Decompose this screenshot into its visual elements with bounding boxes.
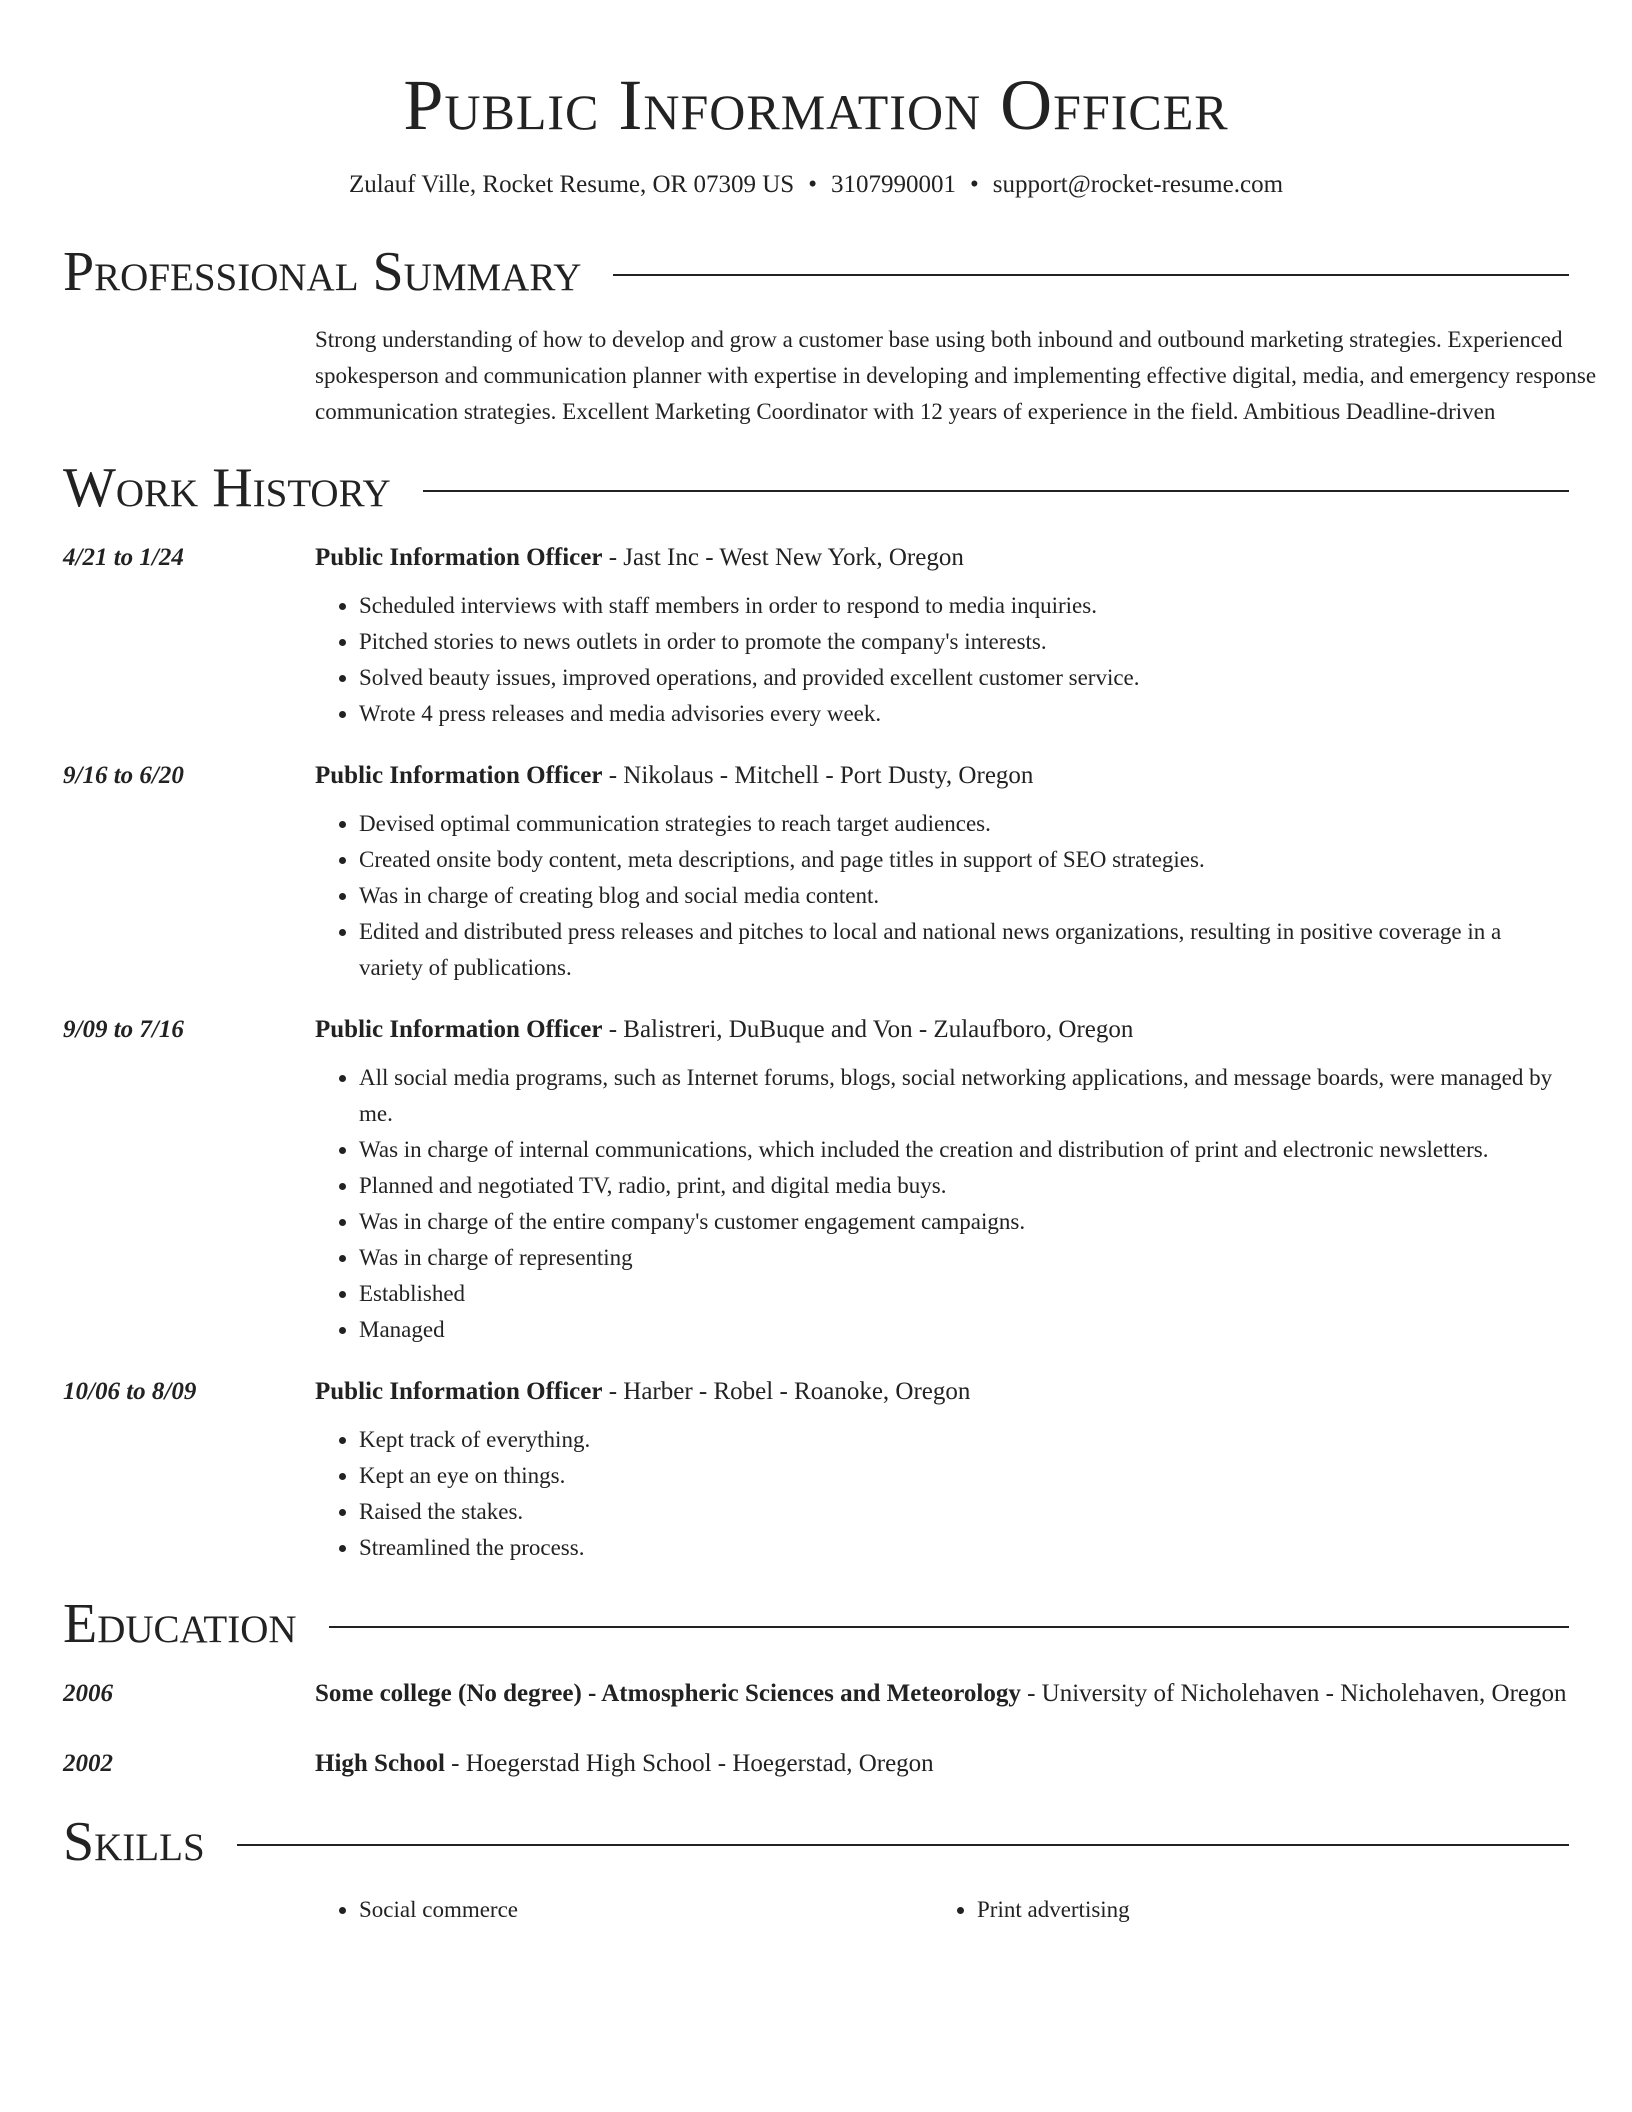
job-dates: 9/16 to 6/20	[63, 762, 184, 789]
education-degree: High School	[315, 1750, 445, 1777]
skill-item: • Social commerce	[359, 1892, 933, 1928]
education-entry	[63, 1744, 1569, 1784]
education-year: 2006	[63, 1680, 113, 1707]
section-education	[63, 1592, 1569, 1656]
list-item: • Solved beauty issues, improved operations, and provided excellent customer service.	[359, 660, 1569, 696]
section-rule	[423, 490, 1569, 492]
separator: •	[808, 171, 817, 198]
list-item: • Established	[359, 1276, 1569, 1312]
skill-item: • Print advertising	[977, 1892, 1551, 1928]
list-item: • Streamlined the process.	[359, 1530, 1569, 1566]
education-year: 2002	[63, 1750, 113, 1777]
job-dates: 10/06 to 8/09	[63, 1378, 197, 1405]
list-item: • Pitched stories to news outlets in order to promote the company's interests.	[359, 624, 1569, 660]
list-item: • Was in charge of the entire company's customer engagement campaigns.	[359, 1204, 1569, 1240]
job-title-line	[315, 538, 1569, 578]
list-item: • Raised the stakes.	[359, 1494, 1569, 1530]
list-item: • Devised optimal communication strategies to reach target audiences.	[359, 806, 1569, 842]
skills-list	[315, 1892, 1569, 1928]
job-title-line	[315, 1010, 1569, 1050]
job-entry	[63, 756, 1569, 986]
job-entry	[63, 538, 1569, 732]
section-rule	[613, 274, 1569, 276]
skills-column-left	[315, 1892, 933, 1928]
job-details: - Jast Inc - West New York, Oregon	[602, 544, 964, 571]
section-heading: Work History	[63, 457, 391, 519]
list-item: • Edited and distributed press releases and pitches to local and national news organizations, resulting in positive coverage in a variety of publications.	[359, 914, 1569, 986]
section-heading: Skills	[63, 1811, 205, 1873]
job-bullets	[315, 588, 1569, 732]
list-item: • Was in charge of internal communications, which included the creation and distribution of print and electronic newsletters.	[359, 1132, 1569, 1168]
list-item: • Planned and negotiated TV, radio, print, and digital media buys.	[359, 1168, 1569, 1204]
job-details: - Balistreri, DuBuque and Von - Zulaufboro, Oregon	[602, 1016, 1134, 1043]
job-title: Public Information Officer	[315, 762, 603, 789]
job-title-line	[315, 756, 1569, 796]
email: support@rocket-resume.com	[992, 171, 1284, 198]
list-item: • Scheduled interviews with staff members in order to respond to media inquiries.	[359, 588, 1569, 624]
resume-name: Public Information Officer	[403, 65, 1229, 145]
job-title: Public Information Officer	[315, 544, 603, 571]
education-degree: Some college (No degree) - Atmospheric Sciences and Meteorology	[315, 1680, 1021, 1707]
summary-text: Strong understanding of how to develop and grow a customer base using both inbound and outbound marketing strategies. Experienced spokesperson and communication planner with expertise in developing and implementing effective digital, media, and emergency response communication strategies. Excellent Marketing Coordinator with 12 years of experience in the field. Ambitious Deadline-driven	[315, 327, 1597, 424]
education-details: - Hoegerstad High School - Hoegerstad, Oregon	[444, 1750, 934, 1777]
section-heading: Professional Summary	[63, 241, 582, 303]
education-line	[315, 1744, 1569, 1784]
list-item: • Kept an eye on things.	[359, 1458, 1569, 1494]
section-heading: Education	[63, 1593, 297, 1655]
section-work-history	[63, 456, 1569, 520]
job-bullets	[315, 806, 1569, 986]
education-line	[315, 1674, 1569, 1714]
job-dates: 4/21 to 1/24	[63, 544, 184, 571]
section-rule	[237, 1844, 1569, 1846]
section-rule	[329, 1626, 1569, 1628]
job-details: - Harber - Robel - Roanoke, Oregon	[602, 1378, 971, 1405]
job-dates: 9/09 to 7/16	[63, 1016, 184, 1043]
job-entry	[63, 1010, 1569, 1348]
section-skills	[63, 1810, 1569, 1874]
list-item: • Was in charge of representing	[359, 1240, 1569, 1276]
address: Zulauf Ville, Rocket Resume, OR 07309 US	[348, 171, 795, 198]
education-entry	[63, 1674, 1569, 1714]
phone: 3107990001	[830, 171, 956, 198]
list-item: • All social media programs, such as Internet forums, blogs, social networking applications, and message boards, were managed by me.	[359, 1060, 1569, 1132]
list-item: • Kept track of everything.	[359, 1422, 1569, 1458]
list-item: • Was in charge of creating blog and social media content.	[359, 878, 1569, 914]
list-item: • Created onsite body content, meta descriptions, and page titles in support of SEO strategies.	[359, 842, 1569, 878]
section-summary	[63, 240, 1569, 304]
contact-line	[63, 168, 1569, 202]
education-details: - University of Nicholehaven - Nicholehaven, Oregon	[1020, 1680, 1567, 1707]
job-details: - Nikolaus - Mitchell - Port Dusty, Oregon	[602, 762, 1034, 789]
skills-column-right	[933, 1892, 1551, 1928]
job-bullets	[315, 1060, 1569, 1348]
job-title: Public Information Officer	[315, 1016, 603, 1043]
list-item: • Managed	[359, 1312, 1569, 1348]
separator: •	[969, 171, 979, 198]
job-title: Public Information Officer	[315, 1378, 603, 1405]
job-bullets	[315, 1422, 1569, 1566]
list-item: • Wrote 4 press releases and media advisories every week.	[359, 696, 1569, 732]
job-entry	[63, 1372, 1569, 1566]
job-title-line	[315, 1372, 1569, 1412]
